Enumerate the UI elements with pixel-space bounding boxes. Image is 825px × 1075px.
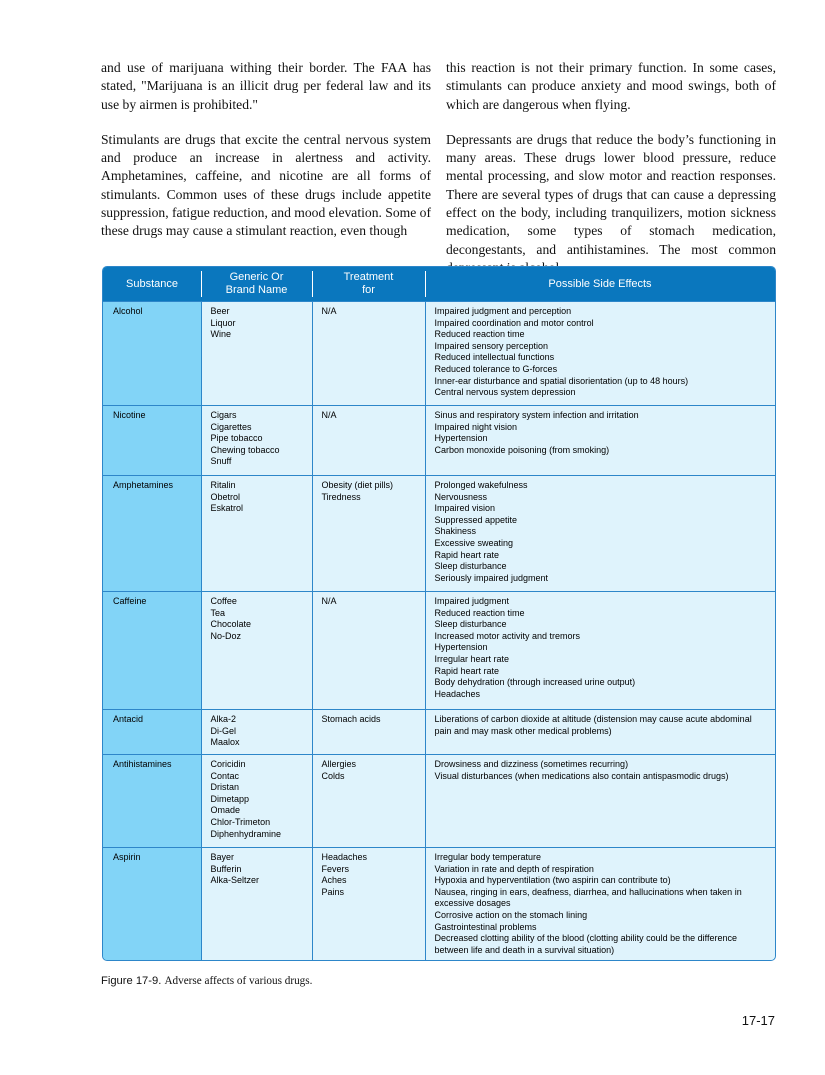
side-effect-item: Impaired night vision (434, 421, 518, 432)
paragraph: Depressants are drugs that reduce the body’s functioning in many areas. These drugs lower blood pressure, reduce mental processing, and slow motor and reaction responses. There are several types of drugs that can cause a depressing effect on the body, including tranquilizers, motion sickness medication, some types of stomach medication, decongestants, and antihistamines. The most common (446, 131, 776, 257)
treatment-item: Aches (321, 875, 347, 886)
side-effect-item: Corrosive action on the stomach lining (434, 909, 588, 920)
treatment-cell (312, 710, 425, 755)
side-effects-cell (425, 848, 775, 961)
side-effect-item: Shakiness (434, 526, 477, 537)
treatment-item: Pains (321, 886, 345, 897)
side-effect-item: Liberations of carbon dioxide at altitude (distension may cause acute abdominal pain and may mask other medical problems) (434, 714, 752, 736)
table-body (103, 302, 775, 961)
table-row (103, 302, 775, 406)
brand-name: Dimetapp (210, 793, 250, 804)
side-effect-item: Seriously impaired judgment (434, 572, 549, 583)
side-effect-item: Irregular heart rate (434, 653, 510, 664)
side-effect-item: Rapid heart rate (434, 665, 500, 676)
brand-name: Maalox (210, 737, 240, 748)
caption-text: Adverse affects of various drugs. (164, 975, 313, 987)
brand-name: Bufferin (210, 863, 242, 874)
substance-cell (103, 476, 201, 592)
caption-label: Figure 17-9. (101, 975, 162, 987)
brand-name: Chlor-Trimeton (210, 816, 271, 827)
side-effect-item: Reduced reaction time (434, 607, 525, 618)
treatment-cell (312, 302, 425, 406)
brand-name: Chewing tobacco (210, 444, 280, 455)
paragraph: and use of marijuana withing their border. The FAA has stated, "Marijuana is an illicit drug per federal law and its use by airmen is prohibited." (101, 60, 431, 112)
side-effect-item: Variation in rate and depth of respiration (434, 863, 594, 874)
substance-name: Nicotine (113, 410, 146, 420)
treatment-cell (312, 755, 425, 848)
paragraph: this reaction is not their primary function. In some cases, stimulants can produce anxiety and mood swings, both of which are dangerous when flying. (446, 60, 776, 112)
treatment-item: N/A (321, 306, 337, 316)
brand-name: Dristan (210, 782, 240, 793)
side-effect-item: Reduced intellectual functions (434, 352, 555, 363)
text-column-left (101, 59, 431, 258)
substance-cell (103, 302, 201, 406)
brand-cell (201, 848, 312, 961)
side-effect-item: Sleep disturbance (434, 561, 507, 572)
brand-name: Obetrol (210, 491, 241, 502)
substance-name: Amphetamines (113, 480, 174, 490)
brand-cell (201, 710, 312, 755)
brand-name: Wine (210, 329, 232, 340)
table-row (103, 592, 775, 710)
substance-name: Caffeine (113, 596, 147, 606)
brand-name: Snuff (210, 456, 232, 467)
side-effects-cell (425, 755, 775, 848)
brand-name: Alka-Seltzer (210, 875, 260, 886)
brand-cell (201, 592, 312, 710)
side-effect-item: Hypertension (434, 433, 488, 444)
treatment-item: Fevers (321, 863, 350, 874)
treatment-item: N/A (321, 410, 337, 420)
table-row (103, 476, 775, 592)
side-effect-item: Impaired vision (434, 503, 496, 514)
brand-name: Di-Gel (210, 725, 237, 736)
treatment-cell (312, 406, 425, 476)
treatment-item: N/A (321, 596, 337, 606)
substance-cell (103, 710, 201, 755)
substance-name: Aspirin (113, 852, 141, 862)
side-effect-item: Nausea, ringing in ears, deafness, diarrhea, and hallucinations when taken in excessive dosages (434, 886, 742, 909)
side-effect-item: Inner-ear disturbance and spatial disorientation (up to 48 hours) (434, 375, 689, 386)
treatment-cell (312, 848, 425, 961)
side-effects-cell (425, 476, 775, 592)
page-number: 17-17 (741, 1013, 775, 1028)
table-row (103, 755, 775, 848)
brand-name: Contac (210, 770, 240, 781)
side-effect-item: Suppressed appetite (434, 514, 518, 525)
side-effect-item: Carbon monoxide poisoning (from smoking) (434, 444, 610, 455)
brand-cell (201, 406, 312, 476)
brand-name: Cigarettes (210, 421, 252, 432)
brand-name: Eskatrol (210, 503, 244, 514)
header-substance: Substance (103, 267, 201, 302)
substance-name: Antihistamines (113, 759, 172, 769)
brand-name: Alka-2 (210, 714, 237, 724)
header-brand-name: Generic Or Brand Name (201, 267, 312, 302)
side-effect-item: Hypoxia and hyperventilation (two aspirin can contribute to) (434, 875, 671, 886)
brand-name: Diphenhydramine (210, 828, 282, 839)
drug-effects-table (102, 266, 776, 961)
side-effect-item: Visual disturbances (when medications also contain antispasmodic drugs) (434, 770, 729, 781)
brand-name: Chocolate (210, 619, 252, 630)
side-effect-item: Irregular body temperature (434, 852, 542, 862)
paragraph: Stimulants are drugs that excite the central nervous system and produce an increase in alertness and activity. Amphetamines, caffeine, and nicotine are all forms of stimulants. Common uses of these drugs include appetite suppression, fatigue reduction, and mood elevation. Some of these drugs may cause a stimulant reaction, even though (101, 131, 431, 239)
figure-caption (101, 975, 312, 987)
header-side-effects: Possible Side Effects (425, 267, 775, 302)
side-effect-item: Sinus and respiratory system infection and irritation (434, 410, 639, 420)
brand-name: Pipe tobacco (210, 433, 263, 444)
table-row (103, 848, 775, 961)
side-effect-item: Sleep disturbance (434, 619, 507, 630)
side-effect-item: Decreased clotting ability of the blood (clotting ability could be the difference between life and death in a survival situation) (434, 933, 738, 955)
brand-name: Omade (210, 805, 241, 816)
side-effect-item: Nervousness (434, 491, 488, 502)
side-effect-item: Excessive sweating (434, 537, 514, 548)
brand-name: Coffee (210, 596, 237, 606)
brand-name: No-Doz (210, 630, 242, 641)
treatment-cell (312, 476, 425, 592)
table-row (103, 406, 775, 476)
substance-name: Antacid (113, 714, 144, 724)
side-effect-item: Reduced tolerance to G-forces (434, 363, 558, 374)
side-effect-item: Body dehydration (through increased urine output) (434, 677, 636, 688)
side-effect-item: Reduced reaction time (434, 329, 525, 340)
side-effect-item: Hypertension (434, 642, 488, 653)
brand-name: Beer (210, 306, 230, 316)
side-effect-item: Increased motor activity and tremors (434, 630, 581, 641)
treatment-item: Headaches (321, 852, 368, 862)
brand-cell (201, 755, 312, 848)
side-effect-item: Gastrointestinal problems (434, 921, 537, 932)
substance-cell (103, 406, 201, 476)
substance-name: Alcohol (113, 306, 143, 316)
side-effect-item: Drowsiness and dizziness (sometimes recurring) (434, 759, 629, 769)
table-header-row (103, 267, 775, 302)
treatment-item: Tiredness (321, 491, 361, 502)
brand-name: Tea (210, 607, 226, 618)
text-column-right (446, 59, 776, 294)
brand-name: Cigars (210, 410, 237, 420)
side-effect-item: Prolonged wakefulness (434, 480, 528, 490)
treatment-item: Colds (321, 770, 345, 781)
side-effect-item: Impaired judgment (434, 596, 510, 606)
side-effects-cell (425, 710, 775, 755)
header-treatment: Treatment for (312, 267, 425, 302)
brand-name: Bayer (210, 852, 235, 862)
side-effect-item: Headaches (434, 688, 481, 699)
treatment-item: Allergies (321, 759, 357, 769)
table-row (103, 710, 775, 755)
side-effect-item: Impaired sensory perception (434, 340, 549, 351)
side-effect-item: Rapid heart rate (434, 549, 500, 560)
substance-cell (103, 755, 201, 848)
brand-cell (201, 476, 312, 592)
side-effects-cell (425, 592, 775, 710)
side-effect-item: Central nervous system depression (434, 387, 576, 398)
substance-cell (103, 848, 201, 961)
brand-cell (201, 302, 312, 406)
side-effect-item: Impaired judgment and perception (434, 306, 572, 316)
brand-name: Coricidin (210, 759, 246, 769)
brand-name: Ritalin (210, 480, 236, 490)
treatment-item: Stomach acids (321, 714, 381, 724)
side-effects-cell (425, 302, 775, 406)
side-effects-cell (425, 406, 775, 476)
treatment-cell (312, 592, 425, 710)
treatment-item: Obesity (diet pills) (321, 480, 394, 490)
substance-cell (103, 592, 201, 710)
brand-name: Liquor (210, 317, 236, 328)
side-effect-item: Impaired coordination and motor control (434, 317, 594, 328)
